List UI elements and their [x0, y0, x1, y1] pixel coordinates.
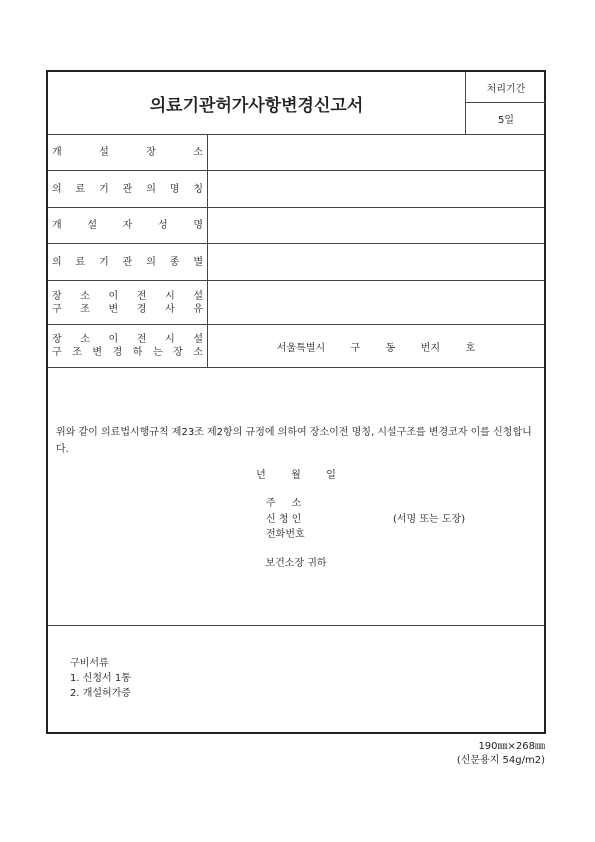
- declaration-text: 위와 같이 의료법시행규칙 제23조 제2항의 규정에 의하여 장소이전 명칭, 시설구조를 변경코자 이를 신청합니다.: [56, 427, 532, 455]
- phone-label: 전화번호: [266, 529, 305, 540]
- field-row-founder: [48, 208, 544, 244]
- address-label: 주 소: [266, 498, 302, 509]
- field-row-name: [48, 171, 544, 208]
- attachment-item: 2. 개설허가증: [70, 688, 132, 699]
- field-value-new-location[interactable]: 서울특별시 구 동 번지 호: [276, 342, 476, 354]
- field-value-name[interactable]: [208, 171, 544, 207]
- field-value-reason[interactable]: [208, 281, 544, 324]
- signature-note: (서명 또는 도장): [393, 514, 466, 525]
- attachments-list: [70, 656, 131, 701]
- form-title: 의료기관허가사항변경신고서: [48, 72, 466, 134]
- processing-period-value: 5일: [497, 115, 515, 126]
- field-label: 장 소 이 전 시 설 구 조 변 경 사 유: [48, 281, 208, 324]
- field-row-type: [48, 244, 544, 281]
- field-label: 의 료 기 관 의 명 칭: [48, 171, 208, 207]
- field-value-type[interactable]: [208, 244, 544, 280]
- processing-period-label: 처리기간: [466, 72, 546, 103]
- field-label: 장 소 이 전 시 설 구 조 변 경 하 는 장 소: [48, 325, 208, 367]
- paper-size: 190㎜×268㎜: [478, 741, 545, 752]
- field-row-new-location: [48, 325, 544, 368]
- form-header: [48, 72, 544, 135]
- field-row-reason: [48, 281, 544, 325]
- field-value-location[interactable]: [208, 135, 544, 170]
- recipient: 보건소장 귀하: [265, 558, 327, 569]
- field-value-founder[interactable]: [208, 208, 544, 243]
- declaration-section: [48, 368, 544, 626]
- field-label: 의 료 기 관 의 종 별: [48, 244, 208, 280]
- date-line: 년 월 일: [256, 470, 336, 481]
- application-form: [46, 70, 546, 734]
- attachments-section: [48, 626, 544, 732]
- field-label: 개 설 자 성 명: [48, 208, 208, 243]
- attachments-title: 구비서류: [70, 658, 109, 669]
- field-row-location: [48, 135, 544, 171]
- applicant-label: 신 청 인: [266, 514, 302, 525]
- field-label: 개 설 장 소: [48, 135, 208, 170]
- paper-type: (신문용지 54g/m2): [456, 755, 545, 766]
- attachment-item: 1. 신청서 1통: [70, 673, 131, 684]
